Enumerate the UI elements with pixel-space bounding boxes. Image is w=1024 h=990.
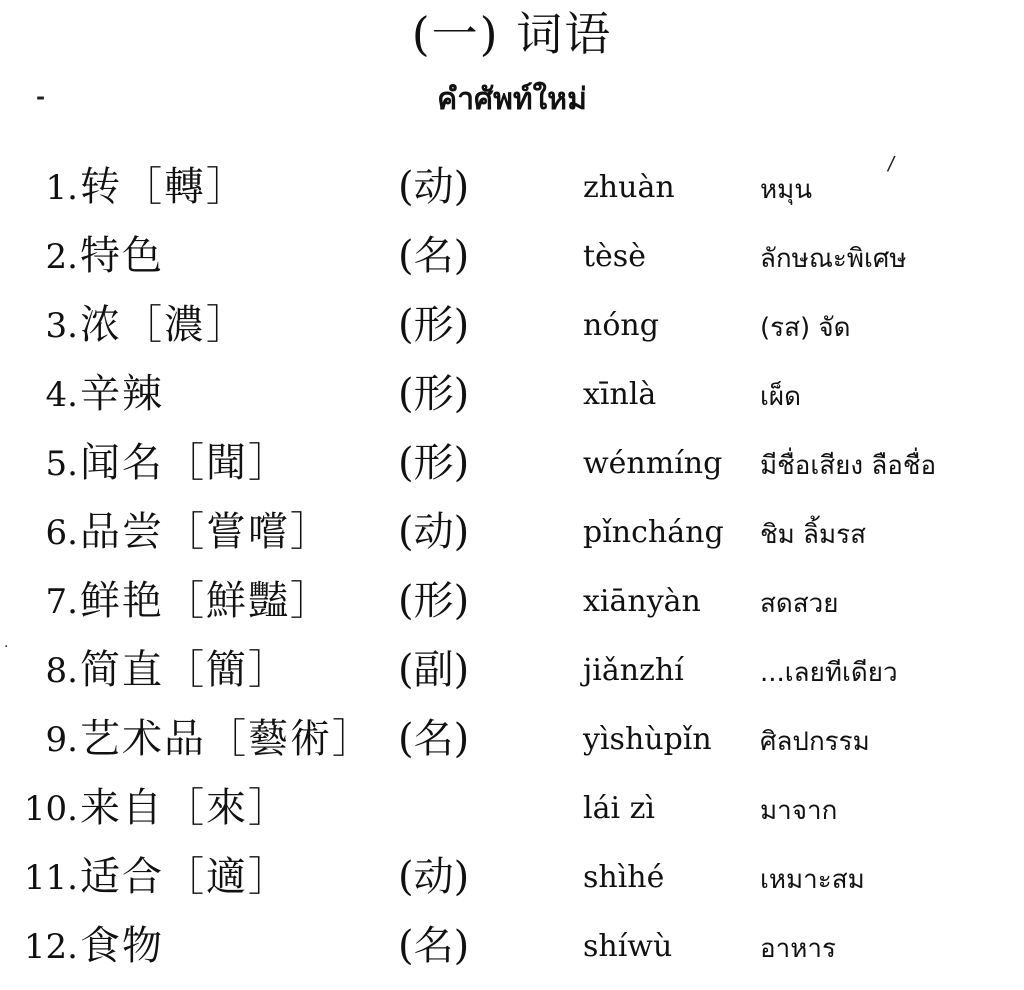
part-of-speech: (名) bbox=[398, 716, 470, 762]
thai-meaning: (รส) จัด bbox=[760, 313, 851, 343]
vocab-number: 1. bbox=[45, 168, 78, 208]
vocab-number: 2. bbox=[45, 237, 78, 277]
thai-meaning: เหมาะสม bbox=[760, 865, 865, 895]
pinyin: shìhé bbox=[583, 860, 665, 895]
part-of-speech: (形) bbox=[398, 371, 470, 417]
thai-meaning: มีชื่อเสียง ลือชื่อ bbox=[760, 451, 937, 481]
pinyin: xīnlà bbox=[583, 377, 657, 412]
thai-meaning: ...เลยทีเดียว bbox=[760, 658, 898, 688]
vocab-row bbox=[0, 840, 1024, 909]
pinyin: tèsè bbox=[583, 239, 646, 274]
pinyin: jiǎnzhí bbox=[583, 653, 684, 688]
thai-meaning: มาจาก bbox=[760, 796, 838, 826]
thai-meaning: เผ็ด bbox=[760, 382, 802, 412]
vocab-number: 5. bbox=[45, 444, 78, 484]
vocab-word: 浓［濃］ bbox=[80, 302, 248, 348]
vocab-number: 3. bbox=[45, 306, 78, 346]
vocab-word: 转［轉］ bbox=[80, 164, 248, 210]
part-of-speech: (名) bbox=[398, 233, 470, 279]
vocab-number: 6. bbox=[45, 513, 78, 553]
vocab-word: 特色 bbox=[80, 233, 164, 279]
vocab-row bbox=[0, 288, 1024, 357]
part-of-speech: (动) bbox=[398, 509, 470, 555]
vocab-row bbox=[0, 426, 1024, 495]
vocab-word: 来自［來］ bbox=[80, 785, 290, 831]
stray-mark-slash: / bbox=[886, 150, 897, 176]
vocab-row bbox=[0, 771, 1024, 840]
vocab-row bbox=[0, 219, 1024, 288]
vocab-word: 鲜艳［鮮豔］ bbox=[80, 578, 332, 624]
pinyin: pǐncháng bbox=[583, 515, 724, 550]
vocab-row bbox=[0, 150, 1024, 219]
pinyin: shíwù bbox=[583, 929, 673, 964]
stray-mark-dot: - bbox=[36, 84, 46, 110]
vocab-number: 10. bbox=[23, 789, 78, 829]
vocab-word: 食物 bbox=[80, 923, 164, 969]
thai-meaning: ชิม ลิ้มรส bbox=[760, 520, 866, 550]
vocab-number: 8. bbox=[45, 651, 78, 691]
vocab-row bbox=[0, 564, 1024, 633]
pinyin: zhuàn bbox=[583, 170, 675, 205]
part-of-speech: (形) bbox=[398, 440, 470, 486]
thai-meaning: สดสวย bbox=[760, 589, 839, 619]
vocab-word: 闻名［聞］ bbox=[80, 440, 290, 486]
vocab-number: 4. bbox=[45, 375, 78, 415]
thai-meaning: หมุน bbox=[760, 175, 813, 205]
vocab-row bbox=[0, 633, 1024, 702]
vocab-number: 11. bbox=[23, 858, 78, 898]
pinyin: xiānyàn bbox=[583, 584, 701, 619]
vocab-row bbox=[0, 357, 1024, 426]
thai-meaning: อาหาร bbox=[760, 934, 836, 964]
part-of-speech: (动) bbox=[398, 854, 470, 900]
vocab-number: 9. bbox=[45, 720, 78, 760]
part-of-speech: (名) bbox=[398, 923, 470, 969]
section-subtitle: คำศัพท์ใหม่ bbox=[437, 82, 587, 117]
vocab-row bbox=[0, 909, 1024, 978]
part-of-speech: (副) bbox=[398, 647, 470, 693]
vocab-word: 艺术品［藝術］ bbox=[80, 716, 374, 762]
vocab-number: 12. bbox=[23, 927, 78, 967]
pinyin: lái zì bbox=[583, 791, 656, 826]
stray-mark-small: · bbox=[4, 639, 9, 655]
pinyin: wénmíng bbox=[583, 446, 723, 481]
thai-meaning: ศิลปกรรม bbox=[760, 727, 870, 757]
part-of-speech: (动) bbox=[398, 164, 470, 210]
thai-meaning: ลักษณะพิเศษ bbox=[760, 244, 907, 274]
vocab-number: 7. bbox=[45, 582, 78, 622]
section-title: (一) 词语 bbox=[411, 7, 613, 61]
vocab-row bbox=[0, 702, 1024, 771]
part-of-speech: (形) bbox=[398, 578, 470, 624]
vocab-word: 适合［適］ bbox=[80, 854, 290, 900]
vocabulary-list bbox=[0, 150, 1024, 978]
vocab-row bbox=[0, 495, 1024, 564]
vocab-word: 品尝［嘗嚐］ bbox=[80, 509, 332, 555]
vocab-word: 辛辣 bbox=[80, 371, 164, 417]
vocab-word: 简直［簡］ bbox=[80, 647, 290, 693]
pinyin: yìshùpǐn bbox=[583, 722, 712, 757]
part-of-speech: (形) bbox=[398, 302, 470, 348]
pinyin: nóng bbox=[583, 308, 659, 343]
